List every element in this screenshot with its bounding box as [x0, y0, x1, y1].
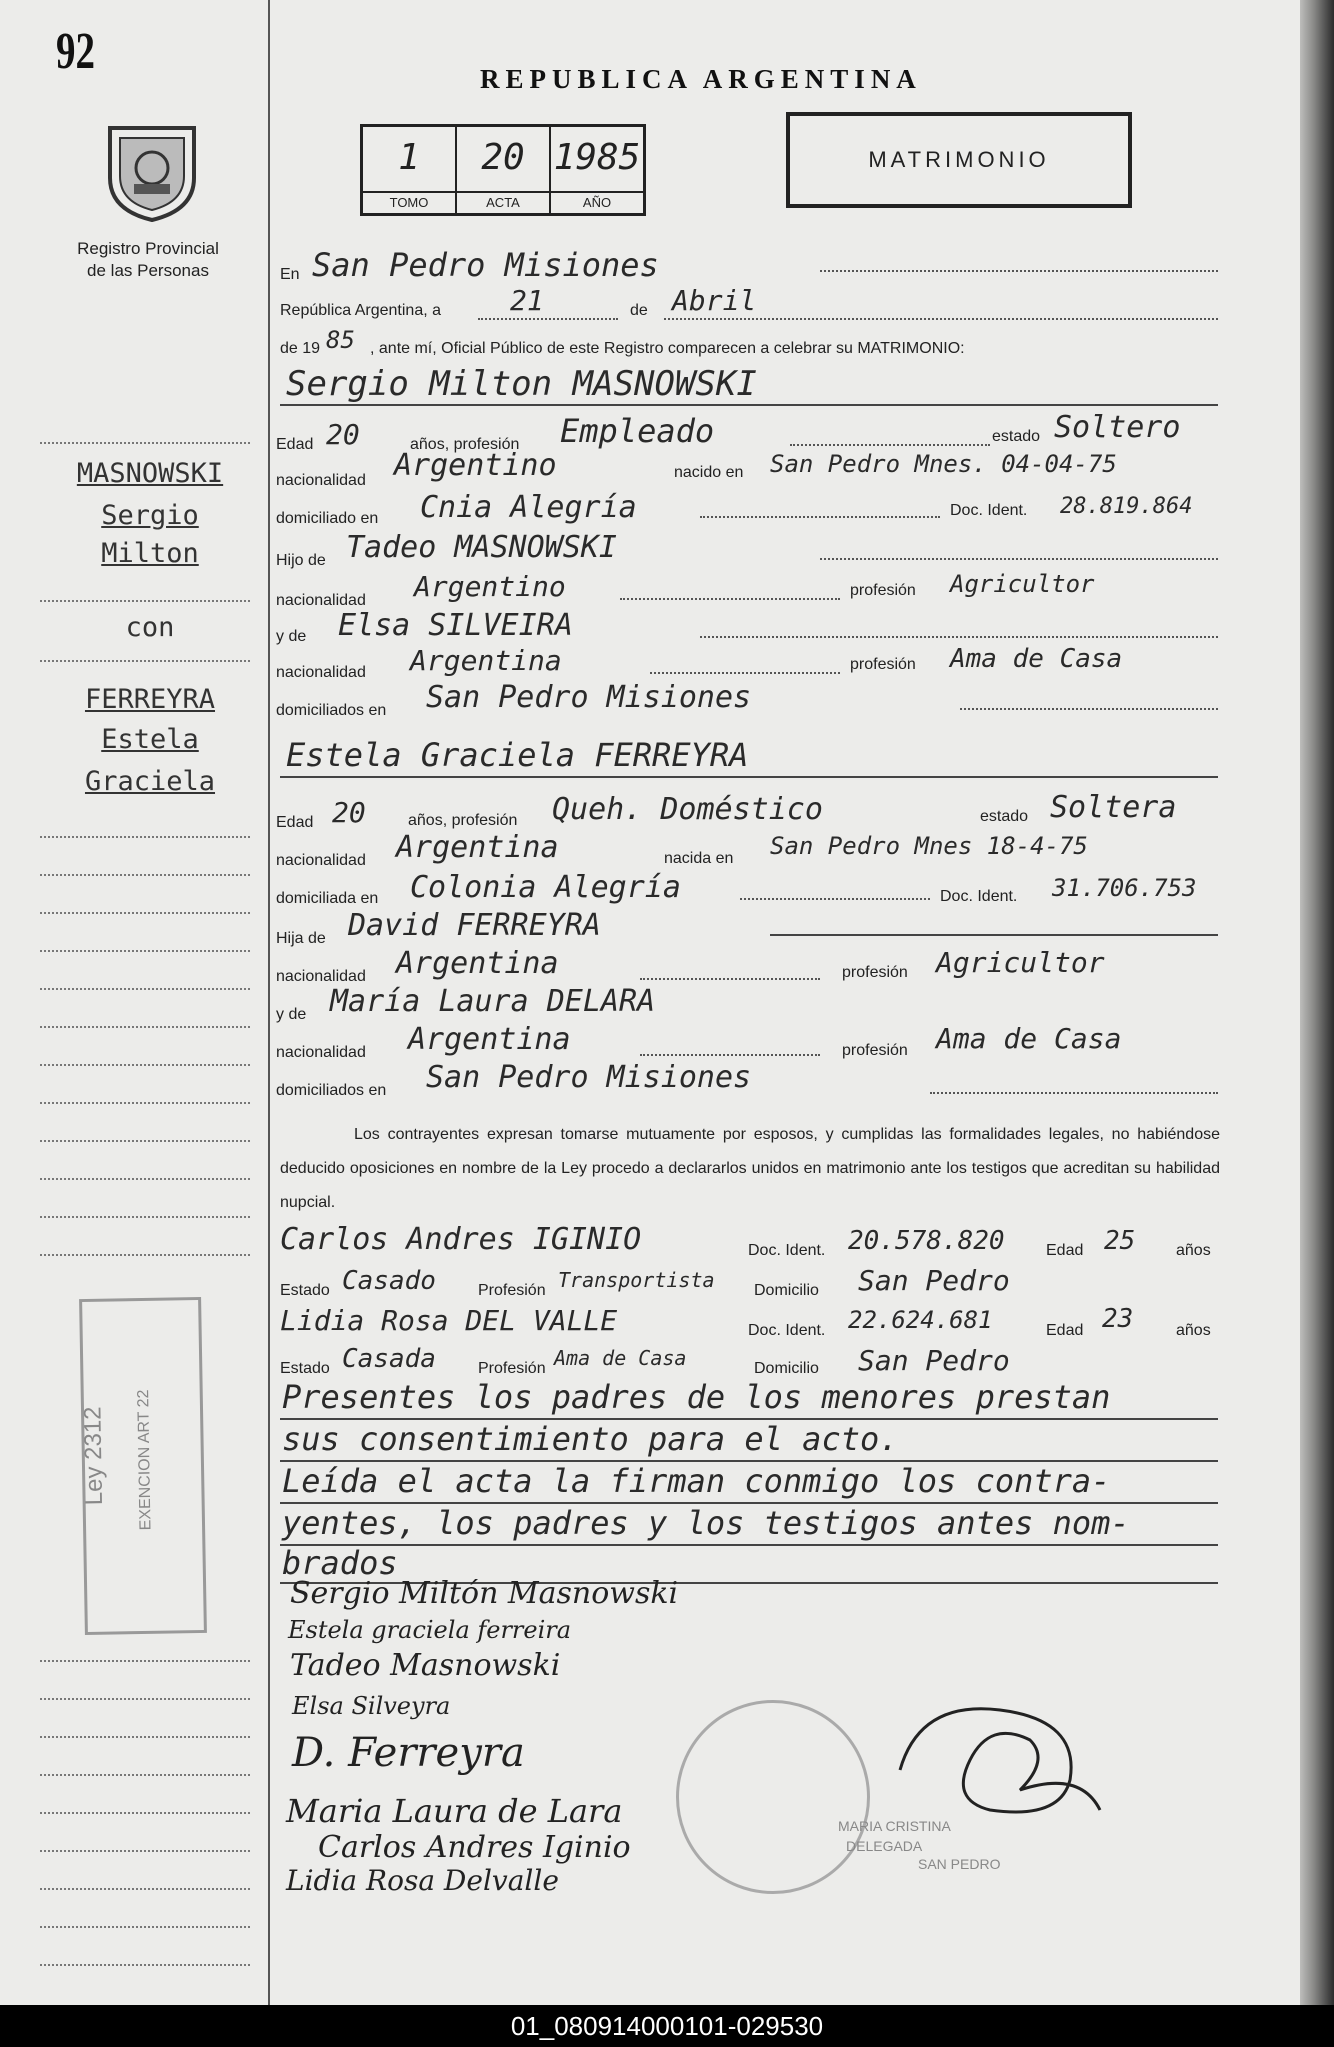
year-prefix-label: de 19 [280, 340, 321, 357]
footer-code: 01_080914000101-029530 [0, 2005, 1334, 2047]
groom-father-prof-handwritten: Agricultor [950, 570, 1095, 598]
witness1-dom-label: Domicilio [754, 1282, 819, 1299]
witness2-edad-label: Edad [1046, 1322, 1084, 1339]
note-line: sus consentimiento para el acto. [282, 1420, 899, 1458]
witness2-estado-handwritten: Casada [342, 1344, 436, 1374]
exemption-stamp [79, 1297, 207, 1635]
groom-nacido-label: nacido en [674, 464, 744, 481]
bride-father-prof-label: profesión [842, 964, 908, 981]
bride-domicile-handwritten: Colonia Alegría [410, 870, 681, 905]
bride-age-handwritten: 20 [332, 796, 366, 829]
provincial-seal-icon [104, 118, 200, 222]
witness2-doc-handwritten: 22.624.681 [848, 1306, 993, 1334]
bride-parents-dom-label: domiciliados en [276, 1082, 387, 1099]
bride-dom-label: domiciliada en [276, 890, 379, 907]
official-title-text: DELEGADA [846, 1838, 923, 1854]
margin-groom-surname: MASNOWSKI [76, 458, 224, 489]
bride-doc-label: Doc. Ident. [940, 888, 1018, 905]
bride-birth-handwritten: San Pedro Mnes 18-4-75 [770, 832, 1088, 860]
year-value: 1985 [553, 137, 641, 178]
groom-father-nat-label: nacionalidad [276, 592, 366, 609]
bride-nacida-label: nacida en [664, 850, 734, 867]
country-title: REPUBLICA ARGENTINA [480, 64, 922, 94]
bride-profession-handwritten: Queh. Doméstico [552, 792, 823, 827]
margin-rule [268, 0, 270, 2005]
witness2-estado-label: Estado [280, 1360, 330, 1377]
document-type-box: MATRIMONIO [786, 112, 1132, 208]
margin-bride-surname: FERREYRA [84, 684, 216, 715]
reference-box [360, 124, 646, 216]
witness2-name-handwritten: Lidia Rosa DEL VALLE [280, 1304, 618, 1337]
bride-nat-label: nacionalidad [276, 852, 366, 869]
signature-groom-mother: Elsa Silveyra [292, 1692, 451, 1720]
witness1-profession-handwritten: Transportista [558, 1268, 715, 1292]
bride-father-handwritten: David FERREYRA [348, 908, 601, 943]
bride-father-prof-handwritten: Agricultor [936, 946, 1105, 979]
groom-yde-label: y de [276, 628, 307, 645]
note-line: yentes, los padres y los testigos antes nom- [282, 1504, 1130, 1542]
bride-hija-label: Hija de [276, 930, 326, 947]
stamp-line2: EXENCION ART 22 [135, 1389, 155, 1531]
witness1-age-handwritten: 25 [1104, 1226, 1136, 1256]
groom-name-handwritten: Sergio Milton MASNOWSKI [286, 364, 757, 404]
witness1-doc-handwritten: 20.578.820 [848, 1226, 1005, 1256]
witness1-anos-label: años [1176, 1242, 1211, 1259]
bride-estado-label: estado [980, 808, 1029, 825]
groom-age-handwritten: 20 [326, 418, 360, 451]
statement-label: , ante mí, Oficial Público de este Registro comparecen a celebrar su MATRIMONIO: [370, 340, 965, 357]
registry-label: Registro Provincial de las Personas [77, 239, 219, 280]
note-line: brados [282, 1544, 398, 1582]
official-seal-icon [676, 1700, 870, 1894]
groom-edad-label: Edad [276, 436, 314, 453]
bride-yde-label: y de [276, 1006, 307, 1023]
bride-mother-handwritten: María Laura DELARA [330, 984, 656, 1019]
signature-bride-father: D. Ferreyra [292, 1730, 525, 1776]
witness1-domicile-handwritten: San Pedro [858, 1264, 1010, 1297]
witness1-estado-label: Estado [280, 1282, 330, 1299]
groom-father-prof-label: profesión [850, 582, 916, 599]
signature-groom: Sergio Miltón Masnowski [290, 1576, 679, 1611]
place-handwritten: San Pedro Misiones [312, 246, 659, 284]
official-signature-icon [880, 1680, 1120, 1840]
groom-mother-prof-handwritten: Ama de Casa [950, 644, 1123, 674]
signature-bride-mother: Maria Laura de Lara [286, 1792, 623, 1830]
signature-witness2: Lidia Rosa Delvalle [286, 1864, 559, 1897]
en-label: En [280, 266, 300, 283]
witness2-profession-handwritten: Ama de Casa [554, 1346, 687, 1370]
bride-parents-dom-handwritten: San Pedro Misiones [426, 1060, 752, 1095]
groom-nat-label: nacionalidad [276, 472, 366, 489]
de-label: de [630, 302, 648, 319]
groom-birth-handwritten: San Pedro Mnes. 04-04-75 [770, 450, 1117, 478]
bride-mother-nat-label: nacionalidad [276, 1044, 366, 1061]
signature-witness1: Carlos Andres Iginio [318, 1830, 631, 1865]
page-number: 92 [56, 23, 95, 80]
bride-name-handwritten: Estela Graciela FERREYRA [286, 736, 749, 774]
groom-parents-dom-label: domiciliados en [276, 702, 387, 719]
groom-hijo-label: Hijo de [276, 552, 326, 569]
groom-parents-dom-handwritten: San Pedro Misiones [426, 680, 752, 715]
bride-father-nat-label: nacionalidad [276, 968, 366, 985]
bride-edad-label: Edad [276, 814, 314, 831]
groom-mother-nat-handwritten: Argentina [410, 644, 562, 677]
bride-nat-handwritten: Argentina [396, 830, 559, 865]
groom-estado-handwritten: Soltero [1054, 410, 1181, 445]
witness2-anos-label: años [1176, 1322, 1211, 1339]
witness2-age-handwritten: 23 [1102, 1304, 1134, 1334]
groom-estado-label: estado [992, 428, 1041, 445]
witness2-domicile-handwritten: San Pedro [858, 1344, 1010, 1377]
signature-bride: Estela graciela ferreira [288, 1616, 572, 1644]
tomo-label: TOMO [363, 191, 455, 213]
witness1-estado-handwritten: Casado [342, 1266, 436, 1296]
bride-estado-handwritten: Soltera [1050, 790, 1177, 825]
month-handwritten: Abril [672, 284, 757, 317]
groom-profession-handwritten: Empleado [560, 412, 715, 450]
witness2-prof-label: Profesión [478, 1360, 546, 1377]
day-handwritten: 21 [510, 284, 544, 317]
groom-nat-handwritten: Argentino [394, 448, 557, 483]
acta-value: 20 [481, 137, 525, 178]
margin-bride-middle: Graciela [84, 766, 216, 797]
groom-mother-prof-label: profesión [850, 656, 916, 673]
groom-doc-handwritten: 28.819.864 [1060, 494, 1193, 519]
bride-mother-prof-label: profesión [842, 1042, 908, 1059]
witness1-name-handwritten: Carlos Andres IGINIO [280, 1222, 642, 1257]
witness2-dom-label: Domicilio [754, 1360, 819, 1377]
stamp-line1: Ley 2312 [79, 1406, 109, 1506]
witness2-doc-label: Doc. Ident. [748, 1322, 826, 1339]
witness1-doc-label: Doc. Ident. [748, 1242, 826, 1259]
groom-father-handwritten: Tadeo MASNOWSKI [346, 530, 617, 565]
margin-bride-first: Estela [101, 724, 199, 755]
groom-dom-label: domiciliado en [276, 510, 379, 527]
official-place-text: SAN PEDRO [918, 1856, 1001, 1872]
bride-father-nat-handwritten: Argentina [396, 946, 559, 981]
margin-groom-first: Sergio [101, 500, 199, 531]
groom-domicile-handwritten: Cnia Alegría [420, 490, 637, 525]
republica-label: República Argentina, a [280, 302, 441, 319]
groom-doc-label: Doc. Ident. [950, 502, 1028, 519]
groom-profesion-label: años, profesión [410, 436, 520, 453]
groom-father-nat-handwritten: Argentino [414, 570, 566, 603]
margin-con: con [125, 612, 175, 643]
year-label: AÑO [551, 191, 643, 213]
declaration-text: Los contrayentes expresan tomarse mutuamente por esposos, y cumplidas las formalidades legales, no habiéndose deducido oposiciones en nombre de la Ley procedo a declararlos unidos en matrimonio ante los testigos que acreditan su habilidad nupcial. [280, 1126, 1220, 1211]
year-suffix-handwritten: 85 [326, 326, 355, 354]
bride-profesion-label: años, profesión [408, 812, 518, 829]
acta-label: ACTA [457, 191, 549, 213]
groom-mother-handwritten: Elsa SILVEIRA [338, 608, 573, 643]
witness1-prof-label: Profesión [478, 1282, 546, 1299]
margin-groom-middle: Milton [101, 538, 199, 569]
bride-mother-prof-handwritten: Ama de Casa [936, 1022, 1122, 1055]
signature-groom-father: Tadeo Masnowski [290, 1648, 561, 1683]
bride-doc-handwritten: 31.706.753 [1052, 874, 1197, 902]
note-line: Presentes los padres de los menores prestan [282, 1378, 1111, 1416]
witness1-edad-label: Edad [1046, 1242, 1084, 1259]
official-name-text: MARIA CRISTINA [838, 1818, 951, 1834]
book-binding [1300, 0, 1334, 2005]
note-line: Leída el acta la firman conmigo los contra- [282, 1462, 1111, 1500]
groom-mother-nat-label: nacionalidad [276, 664, 366, 681]
bride-mother-nat-handwritten: Argentina [408, 1022, 571, 1057]
tomo-value: 1 [398, 137, 420, 178]
